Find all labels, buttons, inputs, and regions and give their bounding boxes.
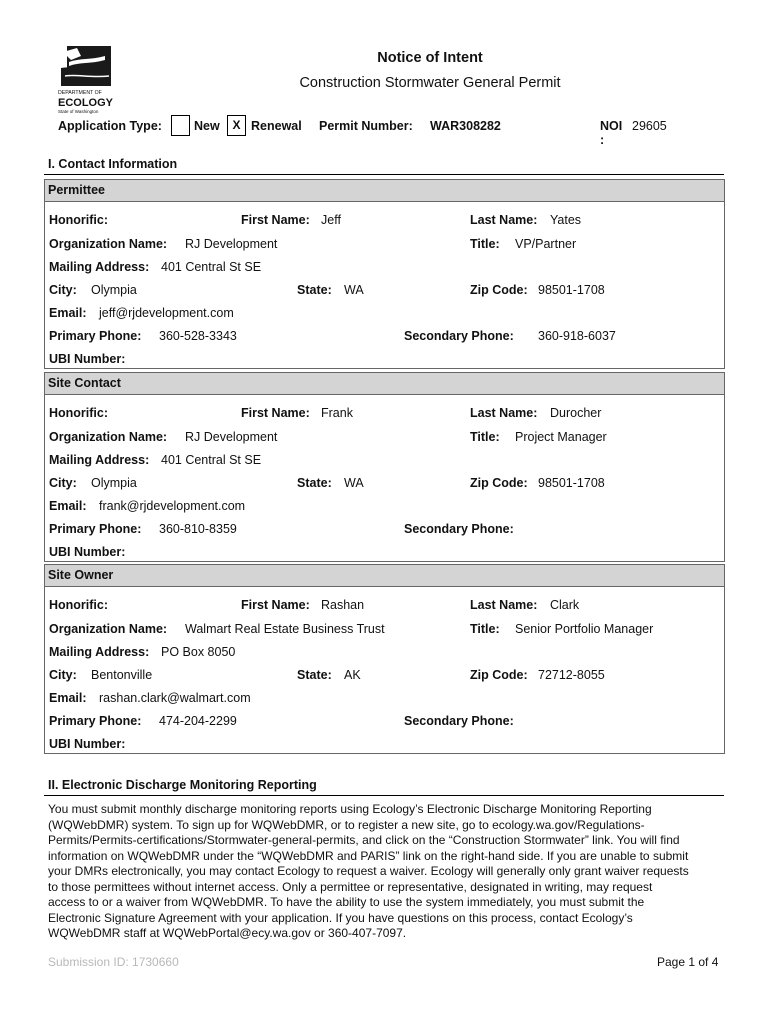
application-type-label: Application Type: <box>58 119 162 133</box>
primary-phone-label: Primary Phone: <box>49 329 142 343</box>
state-value: WA <box>344 283 364 297</box>
section-edmr-title: II. Electronic Discharge Monitoring Reporting <box>48 778 317 792</box>
secondary-phone-label: Secondary Phone: <box>404 714 514 728</box>
section-contact-information-title: I. Contact Information <box>48 157 178 171</box>
secondary-phone-label: Secondary Phone: <box>404 329 514 343</box>
mailing-address-label: Mailing Address: <box>49 260 150 274</box>
first-name-value: Frank <box>321 406 353 420</box>
email-label: Email: <box>49 691 87 705</box>
email-label: Email: <box>49 499 87 513</box>
title-label: Title: <box>470 237 500 251</box>
honorific-label: Honorific: <box>49 213 109 227</box>
first-name-value: Rashan <box>321 598 365 612</box>
contact-panel-site-owner <box>44 564 725 754</box>
panel-heading: Permittee <box>45 180 724 202</box>
document-subtitle: Construction Stormwater General Permit <box>299 75 561 91</box>
noi-value: 29605 <box>632 119 667 133</box>
primary-phone-value: 360-810-8359 <box>159 522 237 536</box>
panel-heading: Site Owner <box>45 565 724 587</box>
panel-heading: Site Contact <box>45 373 724 395</box>
noi-colon: : <box>600 133 605 147</box>
organization-label: Organization Name: <box>49 622 168 636</box>
last-name-value: Clark <box>550 598 580 612</box>
mailing-address-label: Mailing Address: <box>49 453 150 467</box>
section-divider <box>44 174 724 175</box>
mailing-address-value: 401 Central St SE <box>161 453 262 467</box>
mailing-address-label: Mailing Address: <box>49 645 150 659</box>
secondary-phone-value: 360-918-6037 <box>538 329 616 343</box>
city-value: Bentonville <box>91 668 153 682</box>
city-label: City: <box>49 283 77 297</box>
mailing-address-value: PO Box 8050 <box>161 645 236 659</box>
zip-code-label: Zip Code: <box>470 476 528 490</box>
city-value: Olympia <box>91 476 137 490</box>
zip-code-label: Zip Code: <box>470 283 528 297</box>
city-value: Olympia <box>91 283 137 297</box>
paragraph-line: access to or a waiver from WQWebDMR. To have the ability to use the system immediately, you must submit the <box>48 895 645 909</box>
ubi-number-label: UBI Number: <box>49 545 126 559</box>
permit-number-label: Permit Number: <box>319 119 413 133</box>
new-label: New <box>194 119 220 133</box>
svg-text:DEPARTMENT OF: DEPARTMENT OF <box>58 90 102 96</box>
first-name-label: First Name: <box>241 598 310 612</box>
organization-value: RJ Development <box>185 237 278 251</box>
email-label: Email: <box>49 306 87 320</box>
paragraph-line: Permits/Permits-certifications/Stormwater-general-permits, and click on the “Construction Stormwater” link. You will find <box>48 833 680 847</box>
page-number: Page 1 of 4 <box>657 955 719 969</box>
state-value: WA <box>344 476 364 490</box>
honorific-label: Honorific: <box>49 406 109 420</box>
honorific-label: Honorific: <box>49 598 109 612</box>
primary-phone-label: Primary Phone: <box>49 714 142 728</box>
ubi-number-label: UBI Number: <box>49 352 126 366</box>
permit-number-value: WAR308282 <box>430 119 501 133</box>
svg-text:ECOLOGY: ECOLOGY <box>58 97 114 109</box>
zip-code-value: 98501-1708 <box>538 283 605 297</box>
organization-value: Walmart Real Estate Business Trust <box>185 622 385 636</box>
title-value: VP/Partner <box>515 237 577 251</box>
title-value: Project Manager <box>515 430 607 444</box>
renewal-checkbox-mark: X <box>232 118 241 132</box>
primary-phone-value: 474-204-2299 <box>159 714 237 728</box>
first-name-label: First Name: <box>241 406 310 420</box>
zip-code-value: 98501-1708 <box>538 476 605 490</box>
contact-panel-permittee <box>44 179 725 369</box>
zip-code-value: 72712-8055 <box>538 668 605 682</box>
submission-id: Submission ID: 1730660 <box>48 955 179 969</box>
organization-label: Organization Name: <box>49 237 168 251</box>
state-label: State: <box>297 668 332 682</box>
state-label: State: <box>297 476 332 490</box>
paragraph-line: You must submit monthly discharge monitoring reports using Ecology’s Electronic Discharge Monitoring Reporting <box>48 802 652 816</box>
last-name-value: Yates <box>550 213 582 227</box>
section-divider-2 <box>44 795 724 796</box>
city-label: City: <box>49 668 77 682</box>
renewal-label: Renewal <box>251 119 302 133</box>
renewal-checkbox[interactable] <box>227 115 246 136</box>
contact-panel-site-contact <box>44 372 725 562</box>
last-name-label: Last Name: <box>470 406 538 420</box>
paragraph-line: WQWebDMR staff at WQWebPortal@ecy.wa.gov or 360-407-7097. <box>48 926 407 940</box>
city-label: City: <box>49 476 77 490</box>
title-label: Title: <box>470 430 500 444</box>
last-name-label: Last Name: <box>470 213 538 227</box>
primary-phone-value: 360-528-3343 <box>159 329 237 343</box>
paragraph-line: to those permittees without internet access. Only a permittee or representative, designated in writing, may request <box>48 879 653 894</box>
paragraph-line: Electronic Signature Agreement with your application. If you have questions on this process, contact Ecology’s <box>48 910 633 925</box>
state-label: State: <box>297 283 332 297</box>
email-value: rashan.clark@walmart.com <box>99 691 251 705</box>
paragraph-line: information on WQWebDMR under the “WQWebDMR and PARIS” link on the right-hand side. If you are unable to submit <box>48 848 689 863</box>
paragraph-line: your DMRs electronically, you may contact Ecology to request a waiver. Ecology will generally only grant waiver requests <box>48 864 689 878</box>
title-label: Title: <box>470 622 500 636</box>
document-title: Notice of Intent <box>377 50 483 66</box>
last-name-label: Last Name: <box>470 598 538 612</box>
state-value: AK <box>344 668 361 682</box>
zip-code-label: Zip Code: <box>470 668 528 682</box>
secondary-phone-label: Secondary Phone: <box>404 522 514 536</box>
title-value: Senior Portfolio Manager <box>515 622 654 636</box>
svg-text:State of Washington: State of Washington <box>58 109 99 114</box>
edmr-paragraph <box>48 802 722 942</box>
email-value: frank@rjdevelopment.com <box>99 499 246 513</box>
email-value: jeff@rjdevelopment.com <box>99 306 234 320</box>
paragraph-line: (WQWebDMR) system. To sign up for WQWebDMR, or to register a new site, go to ecology.wa.gov/Regulations- <box>48 817 645 832</box>
primary-phone-label: Primary Phone: <box>49 522 142 536</box>
first-name-label: First Name: <box>241 213 310 227</box>
mailing-address-value: 401 Central St SE <box>161 260 262 274</box>
ubi-number-label: UBI Number: <box>49 737 126 751</box>
organization-value: RJ Development <box>185 430 278 444</box>
organization-label: Organization Name: <box>49 430 168 444</box>
last-name-value: Durocher <box>550 406 602 420</box>
first-name-value: Jeff <box>321 213 341 227</box>
noi-label: NOI <box>600 119 623 133</box>
new-checkbox[interactable] <box>171 115 190 136</box>
